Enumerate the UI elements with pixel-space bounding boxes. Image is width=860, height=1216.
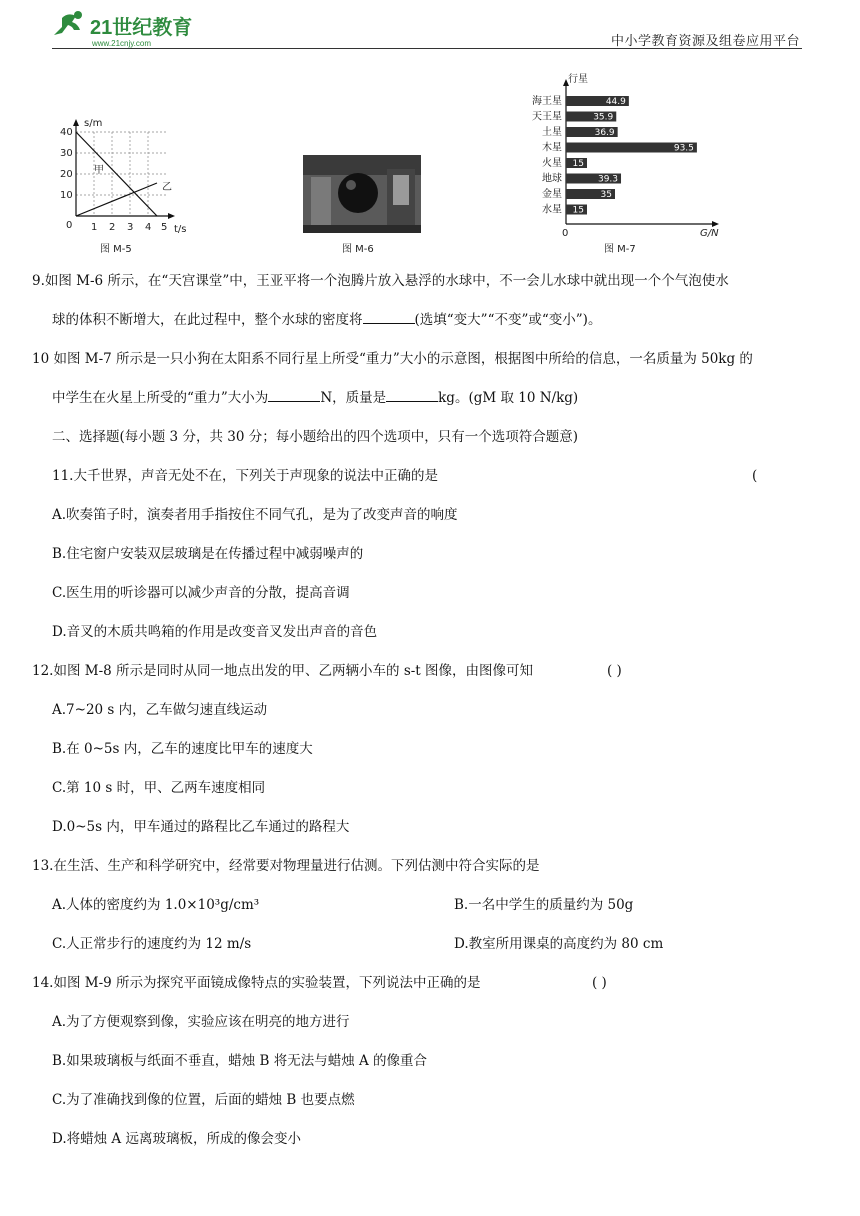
answer-blank [386,389,438,402]
bar-value-label: 36.9 [594,128,615,138]
q12-stem: 12.如图 M-8 所示是同时从同一地点出发的甲、乙两辆小车的 s-t 图像，由图像可知 [32,663,534,679]
m5-xlabel: t/s [174,224,187,235]
q14-stem: 14.如图 M-9 所示为探究平面镜成像特点的实验装置，下列说法中正确的是 [32,975,481,991]
figure-m5-st-graph [54,118,194,238]
m5-xtick: 3 [127,222,134,233]
bar-value-label: 39.3 [597,174,619,185]
planet-label: 海王星 [532,96,562,107]
logo-url: www.21cnjy.com [92,39,151,48]
logo-text: 21世纪教育 [90,17,193,39]
runner-icon [54,11,82,35]
figure-m6-photo [303,155,421,233]
q13-option-b: B.一名中学生的质量约为 50g [454,897,634,913]
m5-xtick: 2 [109,222,116,233]
planet-label: 天王星 [532,111,562,123]
q11-option-b: B.住宅窗户安装双层玻璃是在传播过程中减弱噪声的 [52,546,364,562]
q12-option-b: B.在 0~5s 内，乙车的速度比甲车的速度大 [52,741,313,757]
bar-value-label: 35.9 [593,112,614,123]
q11-option-d: D.音叉的木质共鸣箱的作用是改变音叉发出声音的音色 [52,624,378,640]
m5-series-label-yi: 乙 [162,182,172,193]
q14-option-c: C.为了准确找到像的位置，后面的蜡烛 B 也要点燃 [52,1092,355,1108]
m5-ytick: 30 [60,148,73,159]
m5-series-label-jia: 甲 [94,165,104,176]
planet-label: 木星 [542,142,562,154]
q10-line1: 10 如图 M-7 所示是一只小狗在太阳系不同行星上所受“重力”大小的示意图，根据图中所给的信息，一名质量为 50kg 的 [32,351,753,367]
q13-option-d: D.教室所用课桌的高度约为 80 cm [454,936,664,952]
q9-line1: 9.如图 M-6 所示，在“天宫课堂”中，王亚平将一个泡腾片放入悬浮的水球中，不一会儿水球中就出现一个个气泡使水 [32,273,729,289]
q11-answer-paren: ( [752,468,758,484]
header-divider [52,48,802,49]
q13-option-a: A.人体的密度约为 1.0×10³g/cm³ [52,897,260,913]
planet-label: 金星 [542,189,562,200]
q13-option-c: C.人正常步行的速度约为 12 m/s [52,936,252,952]
bar-value-label: 44.9 [605,97,626,107]
answer-blank [363,311,415,324]
m7-origin: 0 [562,228,569,238]
platform-name: 中小学教育资源及组卷应用平台 [610,34,800,49]
q14-option-a: A.为了方便观察到像，实验应该在明亮的地方进行 [52,1014,350,1030]
site-logo [48,8,218,52]
q11-stem: 11.大千世界，声音无处不在，下列关于声现象的说法中正确的是 [52,468,438,484]
answer-blank [268,389,320,402]
bar-value-label: 15 [572,159,584,169]
m5-ylabel: s/m [84,118,103,129]
q11-option-c: C.医生用的听诊器可以减少声音的分散，提高音调 [52,585,350,601]
planet-label: 水星 [542,204,562,216]
m5-ytick: 40 [60,127,73,138]
m5-ytick: 10 [60,190,73,201]
q12-option-a: A.7~20 s 内，乙车做匀速直线运动 [52,702,268,718]
m7-ylabel: 行星 [568,74,588,85]
q12-answer-paren: ( ) [607,663,622,679]
planet-label: 地球 [542,173,562,185]
series-yi-line [76,183,157,216]
caption-m7: 图 M-7 [604,244,636,255]
m5-xtick: 5 [161,222,168,233]
q14-answer-paren: ( ) [592,975,607,991]
planet-label: 火星 [542,158,562,169]
m5-ytick: 20 [60,169,73,180]
q14-option-b: B.如果玻璃板与纸面不垂直，蜡烛 B 将无法与蜡烛 A 的像重合 [52,1053,428,1069]
q13-stem: 13.在生活、生产和科学研究中，经常要对物理量进行估测。下列估测中符合实际的是 [32,858,540,874]
bar-value-label: 93.5 [673,143,694,154]
bar-value-label: 15 [572,205,584,216]
m7-xlabel: G/N [700,228,719,238]
q10-line2: 中学生在火星上所受的“重力”大小为 N，质量是 kg。(gM 取 10 N/kg) [52,390,579,406]
planet-label: 土星 [542,127,562,138]
q12-option-d: D.0~5s 内，甲车通过的路程比乙车通过的路程大 [52,819,350,835]
m5-xtick: 4 [145,222,152,233]
figure-m7-bar-chart [520,70,730,238]
q12-option-c: C.第 10 s 时，甲、乙两车速度相同 [52,780,266,796]
q14-option-d: D.将蜡烛 A 远离玻璃板，所成的像会变小 [52,1131,301,1147]
section2-heading: 二、选择题(每小题 3 分，共 30 分；每小题给出的四个选项中，只有一个选项符合题意) [52,429,578,445]
m5-xtick: 1 [91,222,98,233]
q11-option-a: A.吹奏笛子时，演奏者用手指按住不同气孔，是为了改变声音的响度 [52,507,458,523]
bar-value-label: 35 [600,190,612,200]
q9-line2: 球的体积不断增大，在此过程中，整个水球的密度将 (选填“变大”“不变”或“变小”)。 [52,312,602,328]
m5-ytick: 0 [66,220,73,231]
caption-m6: 图 M-6 [342,244,374,255]
caption-m5: 图 M-5 [100,244,132,255]
